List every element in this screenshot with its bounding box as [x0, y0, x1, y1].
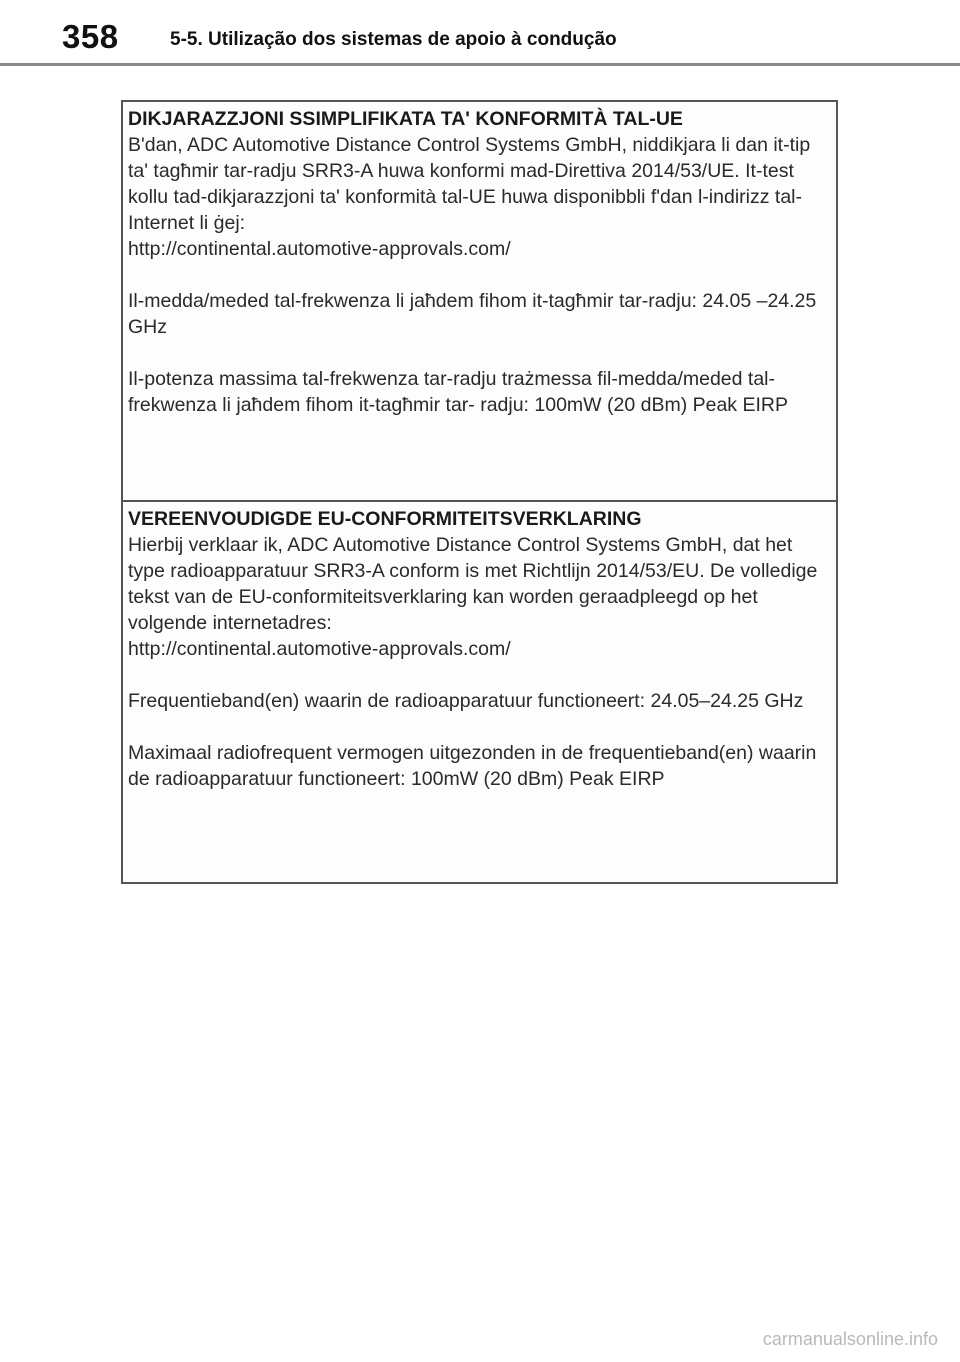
maltese-declaration — [123, 102, 836, 502]
section-title: 5-5. Utilização dos sistemas de apoio à condução — [170, 29, 617, 50]
maltese-frequency-band: Il-medda/meded tal-frekwenza li jaħdem fihom it-tagħmir tar-radju: 24.05 –24.25 GHz — [128, 290, 817, 338]
dutch-declaration-url[interactable]: http://continental.automotive-approvals.com/ — [128, 638, 511, 660]
dutch-max-power: Maximaal radiofrequent vermogen uitgezonden in de frequentieband(en) waarin de radioapparatuur functioneert: 100mW (20 dBm) Peak EIRP — [128, 742, 817, 790]
maltese-declaration-url[interactable]: http://continental.automotive-approvals.com/ — [128, 238, 511, 260]
dutch-declaration-statement: Hierbij verklaar ik, ADC Automotive Distance Control Systems GmbH, dat het type radioapparatuur SRR3-A conform is met Richtlijn 2014/53/EU. De volledige tekst van de EU-conformiteitsverklaring kan worden geraadpleegd op het volgende internetadres: — [128, 534, 818, 634]
maltese-declaration-statement: B'dan, ADC Automotive Distance Control Systems GmbH, niddikjara li dan it-tip ta' tagħmir tar-radju SRR3-A huwa konformi mad-Direttiva 2014/53/UE. It-test kollu tad-dikjarazzjoni ta' konformità tal-UE huwa disponibbli f'dan l-indirizz tal-Internet li ġej: — [128, 134, 811, 234]
page-header — [0, 0, 960, 66]
declaration-table — [121, 100, 838, 884]
site-watermark: carmanualsonline.info — [762, 1329, 938, 1349]
maltese-max-power: Il-potenza massima tal-frekwenza tar-radju trażmessa fil-medda/meded tal-frekwenza li jaħdem fihom it-tagħmir tar- radju: 100mW (20 dBm) Peak EIRP — [128, 368, 788, 416]
dutch-declaration — [123, 502, 836, 882]
dutch-declaration-title: VEREENVOUDIGDE EU-CONFORMITEITSVERKLARING — [128, 508, 642, 530]
dutch-frequency-band: Frequentieband(en) waarin de radioapparatuur functioneert: 24.05–24.25 GHz — [128, 690, 804, 712]
maltese-declaration-title: DIKJARAZZJONI SSIMPLIFIKATA TA' KONFORMITÀ TAL-UE — [128, 108, 683, 130]
page-number: 358 — [62, 18, 119, 55]
